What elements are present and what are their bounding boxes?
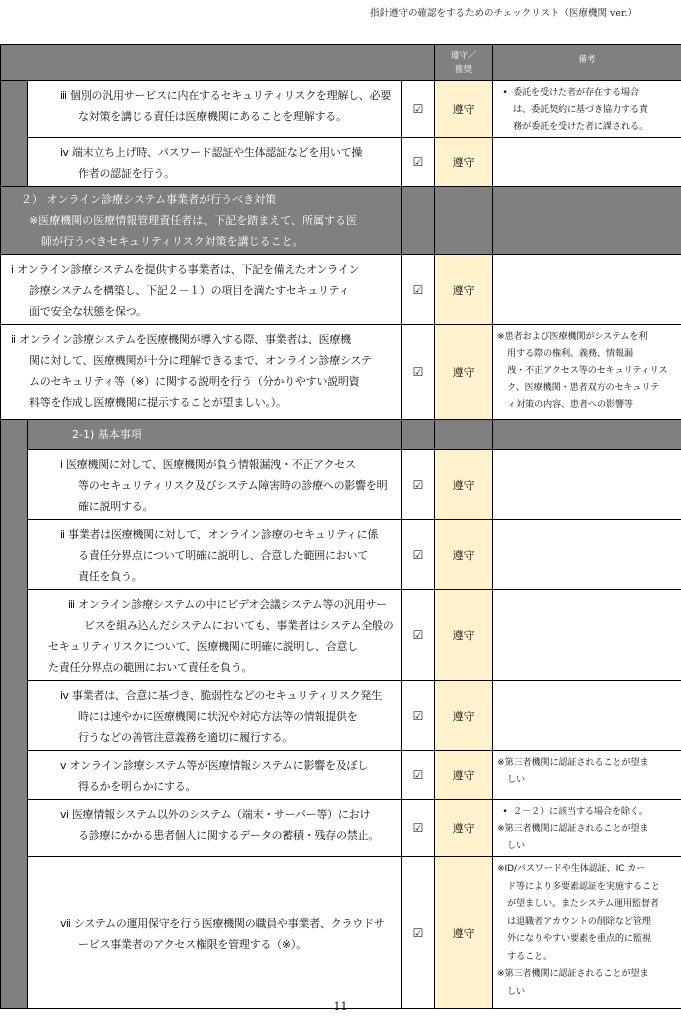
checkbox[interactable]: ☑ — [402, 751, 435, 800]
status-cell: 遵守 — [435, 857, 493, 1009]
page-number: 11 — [333, 1000, 348, 1013]
checkbox[interactable]: ☑ — [402, 450, 435, 520]
checkbox[interactable]: ☑ — [402, 681, 435, 751]
checkbox[interactable]: ☑ — [402, 325, 435, 420]
note-cell — [493, 138, 681, 187]
item-text: ⅰ 医療機関に対して、医療機関が負う情報漏洩・不正アクセス 等のセキュリティリスク及びシステム障害時の診療への影響を明 確に説明する。 — [28, 450, 402, 520]
checkbox[interactable]: ☑ — [402, 520, 435, 590]
status-cell: 遵守 — [435, 800, 493, 857]
note-cell — [493, 255, 681, 325]
table-row — [1, 800, 681, 857]
subsection-title: 2-1) 基本事項 — [28, 420, 402, 450]
item-text: ⅴ オンライン診療システム等が医療情報システムに影響を及ぼし 得るかを明らかにする。 — [28, 751, 402, 800]
item-text: ⅰ オンライン診療システムを提供する事業者は、下記を備えたオンライン 診療システムを構築し、下記２－１）の項目を満たすセキュリティ 面で安全な状態を保つ。 — [1, 255, 402, 325]
status-cell: 遵守 — [435, 325, 493, 420]
status-cell: 遵守 — [435, 590, 493, 681]
item-text: ⅵ 医療情報システム以外のシステム（端末・サーバー等）におけ る診療にかかる患者個人に関するデータの蓄積・残存の禁止。 — [28, 800, 402, 857]
checkbox[interactable]: ☑ — [402, 81, 435, 138]
status-cell: 遵守 — [435, 138, 493, 187]
item-text: ⅶ システムの運用保守を行う医療機関の職員や事業者、クラウドサ ービス事業者のアクセス権限を管理する（※）。 — [28, 857, 402, 1009]
note-cell: ※患者および医療機関がシステムを利 用する際の権利、義務、情報漏 洩・不正アクセス等のセキュリティリス ク、医療機関・患者双方のセキュリテ ィ対策の内容、患者への影響等 — [493, 325, 681, 420]
note-cell: • 委託を受けた者が存在する場合 は、委託契約に基づき協力する責 務が委託を受けた者に課される。 — [493, 81, 681, 138]
checkbox[interactable]: ☑ — [402, 255, 435, 325]
table-row — [1, 681, 681, 751]
checklist-table — [0, 44, 681, 1009]
table-row — [1, 857, 681, 1009]
status-cell: 遵守 — [435, 450, 493, 520]
section-title: ２） オンライン診療システム事業者が行うべき対策 ※医療機関の医療情報管理責任者は、下記を踏まえて、所属する医 師が行うべきセキュリティリスク対策を講じること。 — [1, 187, 402, 255]
table-header-row — [1, 45, 681, 81]
note-cell — [493, 681, 681, 751]
note-cell — [493, 450, 681, 520]
status-cell: 遵守 — [435, 681, 493, 751]
table-row — [1, 751, 681, 800]
table-row — [1, 81, 681, 138]
checkbox[interactable]: ☑ — [402, 590, 435, 681]
checkbox[interactable]: ☑ — [402, 800, 435, 857]
table-row — [1, 325, 681, 420]
item-text: ⅱ オンライン診療システムを医療機関が導入する際、事業者は、医療機 関に対して、医療機関が十分に理解できるまで、オンライン診療システ ムのセキュリティ等（※）に関する説明を行う（分かりやすい説明資 料等を作成し医療機関に提示することが望ましい。）。 — [1, 325, 402, 420]
item-text: ⅱ 事業者は医療機関に対して、オンライン診療のセキュリティに係 る責任分界点について明確に説明し、合意した範囲において 責任を負う。 — [28, 520, 402, 590]
status-cell: 遵守 — [435, 520, 493, 590]
table-row — [1, 590, 681, 681]
status-cell: 遵守 — [435, 255, 493, 325]
note-cell: ※第三者機関に認証されることが望ま しい — [493, 751, 681, 800]
item-text: ⅲ 個別の汎用サービスに内在するセキュリティリスクを理解し、必要 な対策を講じる責任は医療機関にあることを理解する。 — [28, 81, 402, 138]
table-row — [1, 520, 681, 590]
gray-margin — [1, 81, 28, 187]
note-cell: ※ID/パスワードや生体認証、IC カー ド等により多要素認証を実施すること が望ましい。またシステム運用監督者 は退職者アカウントの削除など管理 外になりやすい要素を重点的に監視 すること。 ※第三者機関に認証されることが望ま しい — [493, 857, 681, 1009]
note-cell: • ２－２）に該当する場合を除く。 ※第三者機関に認証されることが望ま しい — [493, 800, 681, 857]
checkbox[interactable]: ☑ — [402, 138, 435, 187]
item-text: ⅲ オンライン診療システムの中にビデオ会議システム等の汎用サー ビスを組み込んだシステムにおいても、事業者はシステム全般の セキュリティリスクについて、医療機関に明確に説明し、合意し た責任分界点の範囲において責任を負う。 — [28, 590, 402, 681]
checkbox[interactable]: ☑ — [402, 857, 435, 1009]
note-cell — [493, 590, 681, 681]
item-text: ⅳ 事業者は、合意に基づき、脆弱性などのセキュリティリスク発生 時には速やかに医療機関に状況や対応方法等の情報提供を 行うなどの善管注意義務を適切に履行する。 — [28, 681, 402, 751]
header-notes: 備考 — [493, 45, 681, 81]
gray-margin — [1, 420, 28, 1009]
item-text: ⅳ 端末立ち上げ時、パスワード認証や生体認証などを用いて操 作者の認証を行う。 — [28, 138, 402, 187]
status-cell: 遵守 — [435, 81, 493, 138]
document-header: 指針遵守の確認をするためのチェックリスト（医療機関 ver.） — [369, 8, 637, 19]
table-row — [1, 450, 681, 520]
table-row — [1, 138, 681, 187]
table-row — [1, 255, 681, 325]
section-row — [1, 187, 681, 255]
status-cell: 遵守 — [435, 751, 493, 800]
header-blank — [1, 45, 435, 81]
subsection-row — [1, 420, 681, 450]
header-status: 遵守／ 推奨 — [435, 45, 493, 81]
note-cell — [493, 520, 681, 590]
